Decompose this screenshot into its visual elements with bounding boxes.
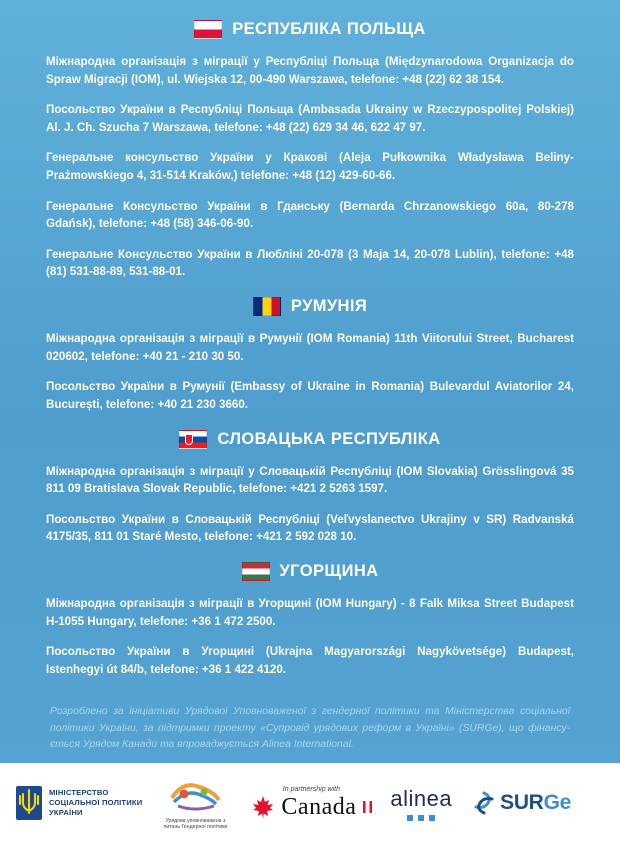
section-title-hungary: УГОРЩИНА	[279, 561, 379, 580]
section-title-romania: РУМУНІЯ	[290, 297, 368, 316]
slovakia-flag-icon	[179, 430, 207, 449]
gender-commissioner-logo	[156, 776, 234, 831]
section-header-poland	[46, 20, 574, 39]
paragraph: Міжнародна організація з міграції у Словацькій Республіці (IOM Slovakia) Grösslingová 35 811 09 Bratislava Slovak Republic, telefone: +421 2 5263 1597.	[46, 464, 574, 496]
canada-row	[250, 794, 372, 821]
ukraine-trident-icon	[16, 786, 42, 820]
poland-flag-icon	[194, 20, 222, 39]
surge-wordmark: SURGe	[500, 791, 571, 814]
paragraph: Міжнародна організація з міграції в Угорщині (IOM Hungary) - 8 Falk Miksa Street Budapest H-1055 Hungary, telefone: +36 1 472 2500.	[46, 596, 574, 628]
credit-note: Розроблено за ініціативи Урядової Уповноваженої з гендерної політики та Міністерства соціальної політики України, за підтримки проекту «Супровід урядових реформ в Україні» (SURGe), що фінансу-ється Урядом Канади та впроваджується Alinea International.	[50, 706, 570, 750]
paragraph: Міжнародна організація з міграції у Республіці Польща (Międzynarodowa Organizacja do Spraw Migracji (IOM), ul. Wiejska 12, 00-490 Warszawa, telefone: +48 (22) 62 38 154.	[46, 55, 574, 86]
canada-logo	[250, 786, 372, 821]
canada-flag-icon	[363, 801, 372, 813]
maple-leaf-icon	[250, 794, 276, 820]
hungary-flag-icon	[242, 562, 270, 581]
paragraph: Генеральне консульство України у Кракові (Aleja Pułkownika Władysława Beliny-Prażmowskiego 4, 31-514 Kraków,) telefone: +48 (12) 429-60-66.	[46, 151, 574, 183]
paragraph: Міжнародна організація з міграції в Румунії (IOM Romania) 11th Viitorului Street, Bucharest 020602, telefone: +40 21 - 210 30 50.	[46, 332, 574, 363]
alinea-dots-icon	[407, 815, 435, 821]
section-title-poland: РЕСПУБЛІКА ПОЛЬЩА	[232, 20, 426, 38]
alinea-logo	[390, 786, 452, 821]
section-header-romania	[46, 297, 574, 316]
section-romania	[46, 297, 574, 413]
section-header-hungary	[46, 562, 574, 581]
section-slovakia	[46, 430, 574, 546]
section-header-slovakia	[46, 430, 574, 449]
gender-emblem-icon	[164, 776, 226, 816]
paragraph: Посольство України в Угорщині (Ukrajna Magyarországi Nagykövetsége) Budapest, Istenhegyi út 84/b, telefone: +36 1 422 4120.	[46, 645, 574, 676]
surge-swirl-icon	[472, 791, 496, 815]
section-title-slovakia: СЛОВАЦЬКА РЕСПУБЛІКА	[217, 429, 441, 448]
paragraph: Генеральне Консульство України в Гданську (Bernarda Chrzanowskiego 60a, 80-278 Gdańsk), telefone: +48 (58) 346-06-90.	[46, 199, 574, 231]
gender-caption: Урядова уповноважена з питань Гендерної політики	[163, 817, 228, 830]
surge-logo	[472, 791, 571, 815]
alinea-wordmark: alinea	[390, 785, 453, 811]
section-hungary	[46, 562, 574, 678]
paragraph: Посольство України в Словацькій Республіці (Veľvyslanectvo Ukrajiny v SR) Radvanská 4175/35, 811 01 Staré Mesto, telefone: +421 2 592 028 10.	[46, 512, 574, 544]
section-poland	[46, 20, 574, 281]
footer-logos	[0, 763, 620, 843]
paragraph: Посольство України в Республіці Польща (Ambasada Ukrainy w Rzeczypospolitej Polskiej) Al. J. Ch. Szucha 7 Warszawa, telefone: +48 (22) 629 34 46, 622 47 97.	[46, 103, 574, 134]
paragraph: Генеральне Консульство України в Любліні 20-078 (3 Maja 14, 20-078 Lublin), telefone: +48 (81) 531-88-89, 531-88-01.	[46, 247, 574, 279]
paragraph: Посольство України в Румунії (Embassy of Ukraine in Romania) Bulevardul Aviatorilor 24, București, telefone: +40 21 230 3660.	[46, 380, 574, 411]
partnership-label: In partnership with	[282, 785, 340, 793]
canada-wordmark: Canada	[281, 793, 357, 820]
romania-flag-icon	[253, 297, 281, 316]
ministry-logo	[16, 786, 142, 820]
ministry-label: МІНІСТЕРСТВО СОЦІАЛЬНОЇ ПОЛІТИКИ УКРАЇНИ	[49, 787, 143, 818]
